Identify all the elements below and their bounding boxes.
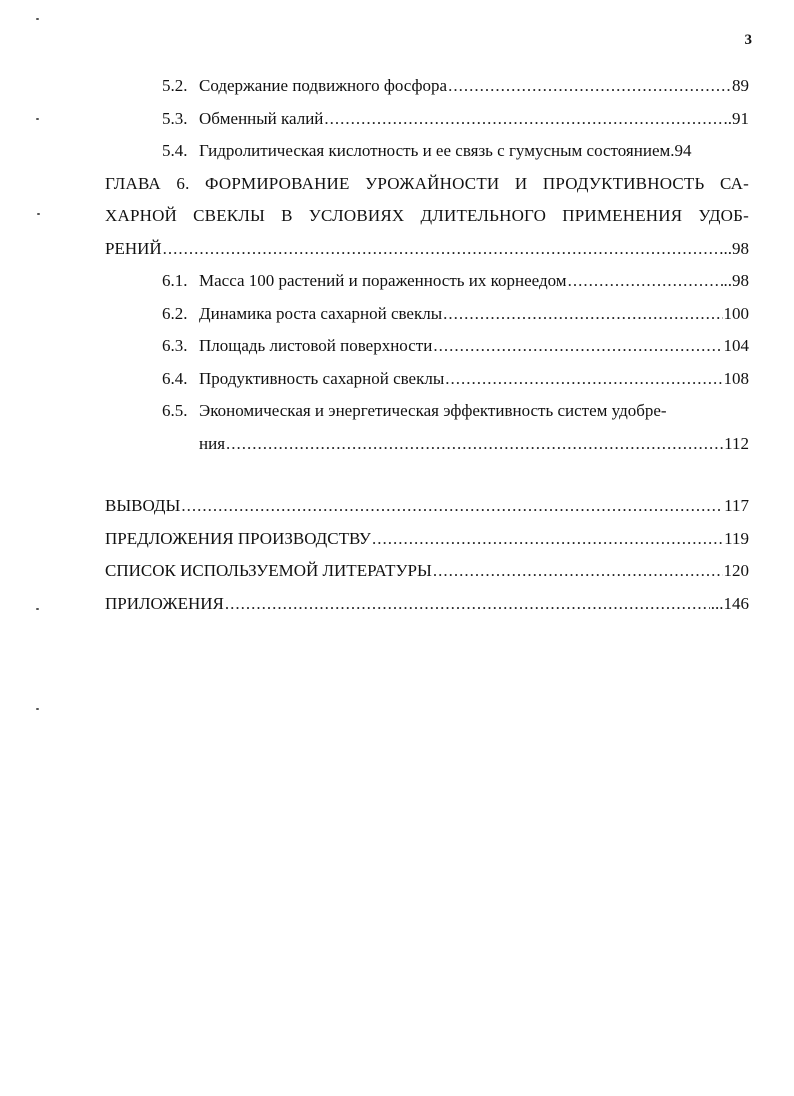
- toc-entry-conclusions[interactable]: [105, 490, 749, 523]
- toc-entry-title: Обменный калий: [199, 108, 324, 128]
- toc-entry-page: 89: [732, 76, 749, 95]
- toc-entry-title: Площадь листовой поверхности: [199, 336, 433, 355]
- toc-entry-page: .94: [670, 141, 692, 160]
- toc-entry-title: Динамика роста сахарной свеклы: [199, 303, 443, 323]
- chapter-title-line: РЕНИЙ: [105, 238, 162, 258]
- dot-leader: [443, 298, 722, 331]
- toc-entry-number: 6.3.: [162, 336, 188, 355]
- toc-entry-number: 6.1.: [162, 271, 188, 290]
- toc-entry-title: Экономическая и энергетическая эффективность систем удобре-: [199, 401, 667, 420]
- toc-entry-page: 100: [723, 303, 749, 323]
- dot-leader: [372, 523, 723, 556]
- chapter-title-line: ХАРНОЙ СВЕКЛЫ В УСЛОВИЯХ ДЛИТЕЛЬНОГО ПРИМЕНЕНИЯ УДОБ-: [105, 206, 749, 225]
- toc-entry-title: ПРЕДЛОЖЕНИЯ ПРОИЗВОДСТВУ: [105, 528, 371, 548]
- toc-entry-title: Продуктивность сахарной свеклы: [199, 368, 445, 388]
- toc-entry-page: 108: [723, 368, 749, 388]
- toc-entry-proposals[interactable]: [105, 523, 749, 556]
- toc-entry-title: Масса 100 растений и пораженность их корнеедом: [199, 271, 567, 290]
- scan-mark: [36, 708, 39, 710]
- dot-leader: [163, 233, 719, 266]
- toc-entry-page: ..91: [723, 108, 749, 128]
- toc-entry-6-2[interactable]: [105, 298, 749, 331]
- toc-entry-page: ...146: [710, 593, 749, 613]
- toc-entry-page: 117: [724, 496, 749, 515]
- toc-entry-title: Гидролитическая кислотность и ее связь с гумусным состоянием: [199, 141, 671, 160]
- toc-entry-5-3[interactable]: [105, 103, 749, 136]
- toc-entry-5-4[interactable]: [105, 135, 749, 168]
- toc-entry-number: 5.4.: [162, 141, 188, 160]
- toc-entry-page: 119: [724, 528, 749, 548]
- toc-entry-number: 6.2.: [162, 303, 188, 323]
- toc-entry-6-4[interactable]: [105, 363, 749, 396]
- dot-leader: [324, 103, 722, 136]
- toc-entry-6-5[interactable]: [105, 395, 749, 428]
- section-gap: [105, 460, 749, 490]
- toc-entry-references[interactable]: [105, 555, 749, 588]
- toc-entry-6-5-continued[interactable]: [105, 428, 749, 461]
- chapter-title-line: ГЛАВА 6. ФОРМИРОВАНИЕ УРОЖАЙНОСТИ И ПРОДУКТИВНОСТЬ СА-: [105, 173, 749, 193]
- dot-leader: [445, 363, 722, 396]
- toc-entry-title: Содержание подвижного фосфора: [199, 76, 448, 95]
- toc-entry-page: ..98: [723, 271, 749, 290]
- scan-mark: [36, 118, 39, 120]
- dot-leader: [433, 330, 722, 363]
- table-of-contents: [105, 70, 749, 620]
- toc-entry-appendices[interactable]: [105, 588, 749, 621]
- toc-entry-5-2[interactable]: [105, 70, 749, 103]
- toc-chapter-6-last-line[interactable]: [105, 233, 749, 266]
- toc-entry-title: ния: [199, 433, 226, 453]
- dot-leader: [226, 428, 723, 461]
- toc-entry-number: 6.5.: [162, 401, 188, 420]
- dot-leader: [225, 588, 710, 621]
- toc-entry-page: 112: [724, 433, 749, 453]
- scan-mark: [36, 18, 39, 20]
- toc-entry-page: ...98: [719, 238, 749, 258]
- toc-entry-title: ПРИЛОЖЕНИЯ: [105, 593, 224, 613]
- toc-entry-title: СПИСОК ИСПОЛЬЗУЕМОЙ ЛИТЕРАТУРЫ: [105, 561, 432, 580]
- toc-entry-number: 5.3.: [162, 108, 188, 128]
- scan-mark: [36, 608, 39, 610]
- toc-entry-number: 6.4.: [162, 368, 188, 388]
- toc-entry-number: 5.2.: [162, 76, 188, 95]
- toc-entry-page: 120: [723, 561, 749, 580]
- dot-leader: [568, 265, 723, 298]
- toc-entry-page: 104: [723, 336, 749, 355]
- page-number: 3: [744, 32, 752, 48]
- dot-leader: [181, 490, 723, 523]
- toc-entry-title: ВЫВОДЫ: [105, 496, 181, 515]
- dot-leader: [448, 70, 731, 103]
- toc-entry-6-3[interactable]: [105, 330, 749, 363]
- toc-entry-6-1[interactable]: [105, 265, 749, 298]
- dot-leader: [433, 555, 723, 588]
- scan-mark: [37, 213, 40, 215]
- toc-chapter-6-heading[interactable]: [105, 168, 749, 233]
